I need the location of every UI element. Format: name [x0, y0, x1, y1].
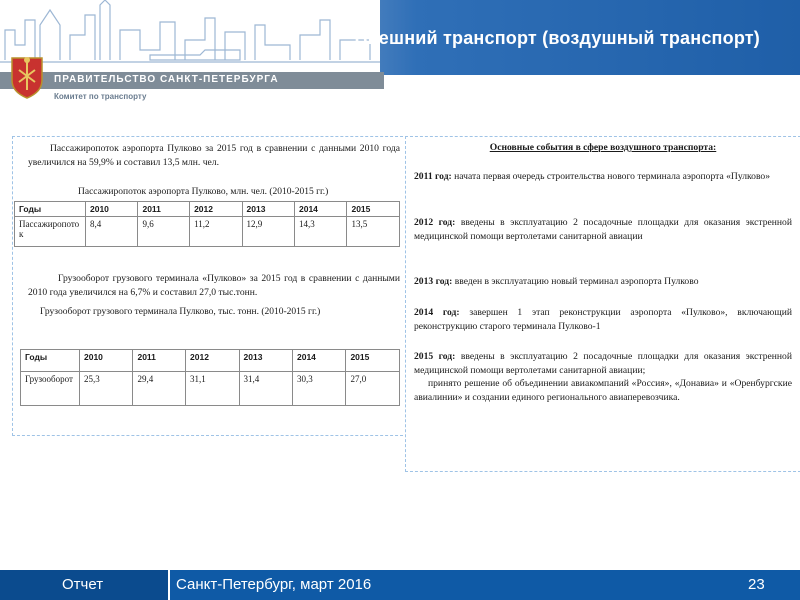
table-header-cell: 2015: [347, 202, 400, 217]
table-header-cell: 2011: [133, 350, 186, 372]
table-row-label: Пассажиропоток: [15, 217, 86, 247]
event-item: [414, 306, 792, 333]
table-cell: 8,4: [86, 217, 138, 247]
table-header-cell: 2012: [190, 202, 242, 217]
footer-report-label: Отчет: [62, 576, 104, 593]
passenger-table-caption: Пассажиропоток аэропорта Пулково, млн. чел. (2010-2015 гг.): [78, 187, 329, 197]
page-number: 23: [748, 576, 765, 593]
table-header-cell: 2010: [80, 350, 133, 372]
table-cell: 13,5: [347, 217, 400, 247]
table-header-row: [15, 202, 400, 217]
event-extra-text: принято решение об объединении авиакомпаний «Россия», «Донавиа» и «Оренбургские авиалинии» и создании единого регионального авиаперевозчика.: [414, 378, 792, 403]
event-text: введены в эксплуатацию 2 посадочные площадки для оказания экстренной медицинской помощи вертолетами санитарной авиации: [414, 217, 792, 242]
government-name: ПРАВИТЕЛЬСТВО САНКТ-ПЕТЕРБУРГА: [54, 74, 279, 85]
event-item: [414, 350, 792, 404]
event-item: [414, 275, 792, 289]
table-cell: 31,1: [186, 372, 239, 406]
footer-city-date: Санкт-Петербург, март 2016: [176, 576, 372, 593]
cargo-table: [20, 349, 400, 406]
table-cell: 9,6: [138, 217, 190, 247]
table-row: [21, 372, 400, 406]
table-header-cell: Годы: [15, 202, 86, 217]
table-header-cell: 2014: [295, 202, 347, 217]
event-text: введен в эксплуатацию новый терминал аэропорта Пулково: [454, 276, 699, 287]
event-text: введены в эксплуатацию 2 посадочные площадки для оказания экстренной медицинской помощи вертолетами санитарной авиации;: [414, 351, 792, 376]
event-item: [414, 216, 792, 243]
events-panel: [405, 136, 800, 472]
table-header-cell: 2015: [346, 350, 400, 372]
table-header-cell: Годы: [21, 350, 80, 372]
passenger-table: [14, 201, 400, 247]
event-text: завершен 1 этап реконструкции аэропорта «Пулково», включающий реконструкцию старого терминала Пулково-1: [414, 307, 792, 332]
table-cell: 25,3: [80, 372, 133, 406]
table-cell: 14,3: [295, 217, 347, 247]
event-year: 2011 год:: [414, 171, 452, 182]
cargo-table-caption: Грузооборот грузового терминала Пулково, тыс. тонн. (2010-2015 гг.): [40, 307, 321, 317]
table-cell: 30,3: [292, 372, 345, 406]
table-header-cell: 2013: [242, 202, 294, 217]
table-header-cell: 2013: [239, 350, 292, 372]
event-text: начата первая очередь строительства нового терминала аэропорта «Пулково»: [454, 171, 771, 182]
table-row-label: Грузооборот: [21, 372, 80, 406]
table-header-row: [21, 350, 400, 372]
table-cell: 27,0: [346, 372, 400, 406]
table-cell: 31,4: [239, 372, 292, 406]
events-title: Основные события в сфере воздушного транспорта:: [489, 142, 717, 153]
table-cell: 11,2: [190, 217, 242, 247]
event-year: 2014 год:: [414, 307, 460, 318]
committee-name: Комитет по транспорту: [54, 92, 147, 101]
table-header-cell: 2011: [138, 202, 190, 217]
table-header-cell: 2012: [186, 350, 239, 372]
event-year: 2012 год:: [414, 217, 456, 228]
table-cell: 29,4: [133, 372, 186, 406]
cargo-text: Грузооборот грузового терминала «Пулково» за 2015 год в сравнении с данными 2010 года увеличился на 6,7% и составил 27,0 тыс.тонн.: [28, 273, 400, 298]
header: [0, 0, 800, 101]
table-header-cell: 2010: [86, 202, 138, 217]
page-title: Внешний транспорт (воздушный транспорт): [354, 28, 760, 48]
table-row: [15, 217, 400, 247]
table-cell: 12,9: [242, 217, 294, 247]
coat-of-arms-icon: [8, 52, 46, 100]
passenger-text: Пассажиропоток аэропорта Пулково за 2015 год в сравнении с данными 2010 года увеличился на 59,9% и составил 13,5 млн. чел.: [28, 143, 400, 168]
event-item: [414, 170, 792, 184]
event-year: 2015 год:: [414, 351, 456, 362]
city-skyline-icon: [0, 0, 380, 75]
event-year: 2013 год:: [414, 276, 453, 287]
table-header-cell: 2014: [292, 350, 345, 372]
